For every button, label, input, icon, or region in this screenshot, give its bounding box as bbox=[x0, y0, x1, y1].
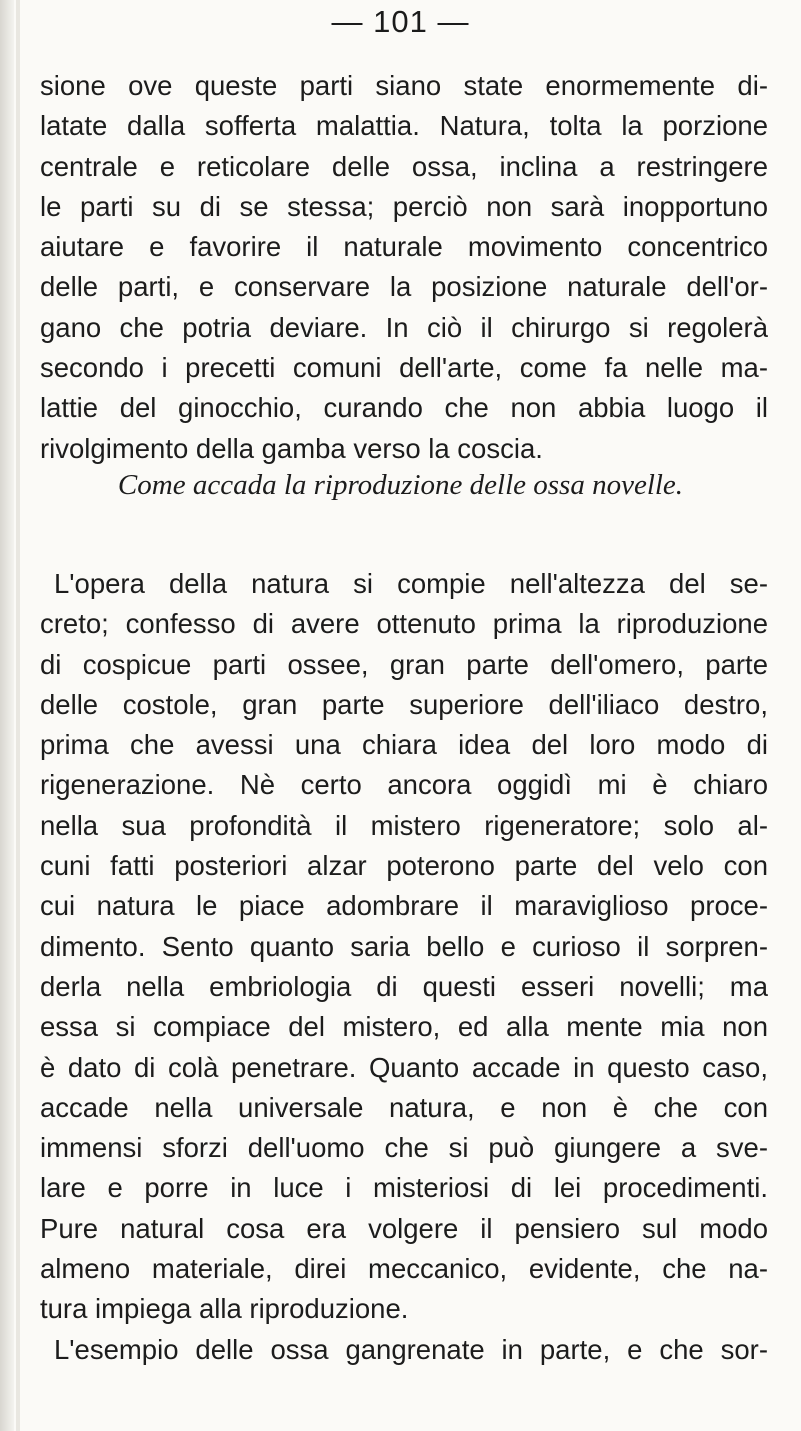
text-line: Pure natural cosa era volgere il pensiero sul modo bbox=[40, 1212, 768, 1244]
text-line: secondo i precetti comuni dell'arte, come fa nelle ma- bbox=[40, 352, 768, 384]
text-line: gano che potria deviare. In ciò il chirurgo si regolerà bbox=[40, 311, 768, 343]
text-line: è dato di colà penetrare. Quanto accade in questo caso, bbox=[40, 1051, 768, 1083]
text-line: immensi sforzi dell'uomo che si può giungere a sve- bbox=[40, 1132, 768, 1164]
text-line: derla nella embriologia di questi esseri novelli; ma bbox=[40, 970, 768, 1002]
text-line: accade nella universale natura, e non è che con bbox=[40, 1091, 768, 1123]
paragraph-1 bbox=[40, 66, 768, 469]
text-line: rigenerazione. Nè certo ancora oggidì mi è chiaro bbox=[40, 769, 768, 801]
text-line: lare e porre in luce i misteriosi di lei procedimenti. bbox=[40, 1172, 768, 1204]
text-line: lattie del ginocchio, curando che non abbia luogo il bbox=[40, 392, 768, 424]
text-line: L'opera della natura si compie nell'altezza del se- bbox=[54, 568, 768, 599]
text-line: sione ove queste parti siano state enormemente di- bbox=[40, 70, 768, 101]
text-line: cuni fatti posteriori alzar poterono parte del velo con bbox=[40, 850, 768, 882]
text-line: dimento. Sento quanto saria bello e curioso il sorpren- bbox=[40, 930, 768, 962]
text-line: prima che avessi una chiara idea del loro modo di bbox=[40, 729, 768, 761]
text-line: L'esempio delle ossa gangrenate in parte, e che sor- bbox=[54, 1333, 768, 1365]
text-line: delle parti, e conservare la posizione naturale dell'or- bbox=[40, 271, 768, 303]
text-line: essa si compiace del mistero, ed alla mente mia non bbox=[40, 1011, 768, 1043]
paragraph-2 bbox=[40, 564, 768, 1370]
text-line: rivolgimento della gamba verso la coscia. bbox=[40, 432, 543, 464]
text-line: aiutare e favorire il naturale movimento concentrico bbox=[40, 231, 768, 263]
text-line: delle costole, gran parte superiore dell'iliaco destro, bbox=[40, 688, 768, 720]
page-edge bbox=[16, 0, 20, 1431]
text-line: creto; confesso di avere ottenuto prima la riproduzione bbox=[40, 608, 768, 640]
text-line: tura impiega alla riproduzione. bbox=[40, 1293, 409, 1325]
text-line: cui natura le piace adombrare il maraviglioso proce- bbox=[40, 890, 768, 922]
text-line: latate dalla sofferta malattia. Natura, tolta la porzione bbox=[40, 110, 768, 142]
text-line: centrale e reticolare delle ossa, inclina a restringere bbox=[40, 150, 768, 182]
page-gutter bbox=[0, 0, 14, 1431]
text-line: le parti su di se stessa; perciò non sarà inopportuno bbox=[40, 190, 768, 222]
text-line: almeno materiale, direi meccanico, evidente, che na- bbox=[40, 1253, 768, 1285]
page-number: — 101 — bbox=[331, 4, 470, 39]
text-line: nella sua profondità il mistero rigeneratore; solo al- bbox=[40, 809, 768, 841]
text-line: di cospicue parti ossee, gran parte dell'omero, parte bbox=[40, 648, 768, 680]
section-heading: Come accada la riproduzione delle ossa novelle. bbox=[117, 469, 684, 501]
